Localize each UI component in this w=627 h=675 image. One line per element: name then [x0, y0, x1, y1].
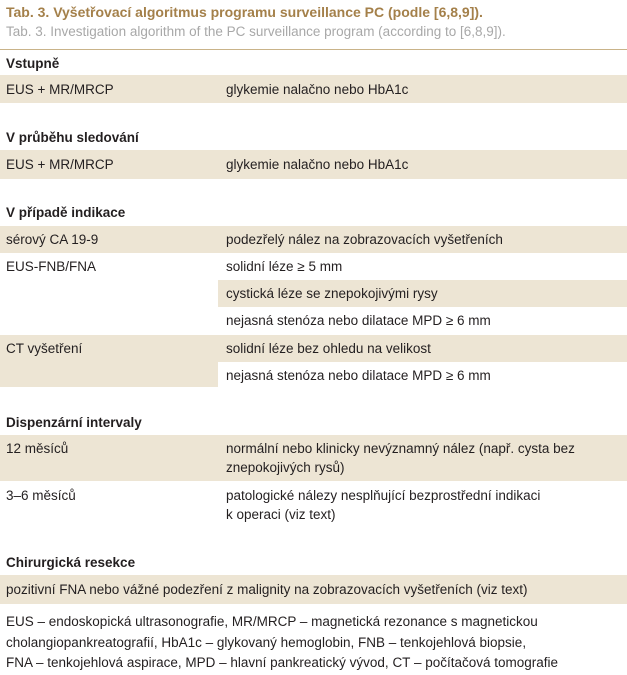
cell-intervals-1-left: 12 měsíců	[6, 441, 69, 456]
footnote-line-1: EUS – endoskopická ultrasonografie, MR/MRCP – magnetická rezonance s magnetickou	[6, 614, 538, 629]
cell-entry-left: EUS + MR/MRCP	[6, 82, 114, 97]
section-heading-indication: V případě indikace	[6, 205, 126, 220]
section-heading-surgery: Chirurgická resekce	[6, 555, 136, 570]
cell-intervals-2-left: 3–6 měsíců	[6, 488, 76, 503]
cell-indication-2-left: EUS-FNB/FNA	[6, 259, 97, 274]
cell-intervals-2-right-line1: patologické nálezy nesplňující bezprostřední indikaci	[226, 488, 541, 503]
rule-top	[0, 49, 627, 50]
cell-indication-5-right: solidní léze bez ohledu na velikost	[226, 341, 431, 356]
cell-intervals-1-right-line1: normální nebo klinicky nevýznamný nález (např. cysta bez	[226, 441, 575, 456]
cell-indication-1-right: podezřelý nález na zobrazovacích vyšetřeních	[226, 232, 503, 247]
cell-indication-3-right: cystická léze se znepokojivými rysy	[226, 286, 438, 301]
cell-surgery-text: pozitivní FNA nebo vážné podezření z malignity na zobrazovacích vyšetřeních (viz text)	[6, 582, 528, 597]
cell-intervals-2-right-line2: k operaci (viz text)	[226, 507, 336, 522]
cell-follow-up-right: glykemie nalačno nebo HbA1c	[226, 157, 409, 172]
footnote-line-2: cholangiopankreatografií, HbA1c – glykovaný hemoglobin, FNB – tenkojehlová biopsie,	[6, 634, 527, 650]
footnote-line-3: FNA – tenkojehlová aspirace, MPD – hlavní pankreatický vývod, CT – počítačová tomografie	[6, 655, 559, 670]
table-subtitle: Tab. 3. Investigation algorithm of the PC surveillance program (according to [6,8,9]).	[6, 24, 506, 39]
table-title: Tab. 3. Vyšetřovací algoritmus programu surveillance PC (podle [6,8,9]).	[6, 4, 483, 20]
section-heading-follow-up: V průběhu sledování	[6, 130, 139, 145]
table-footnote	[6, 612, 621, 674]
cell-indication-2-right: solidní léze ≥ 5 mm	[226, 259, 343, 274]
cell-intervals-1-right-line2: znepokojivých rysů)	[226, 460, 345, 475]
row-band-indication-5-left-ext	[0, 362, 218, 387]
cell-follow-up-left: EUS + MR/MRCP	[6, 157, 114, 172]
cell-entry-right: glykemie nalačno nebo HbA1c	[226, 82, 409, 97]
cell-indication-6-right: nejasná stenóza nebo dilatace MPD ≥ 6 mm	[226, 368, 491, 383]
section-heading-intervals: Dispenzární intervaly	[6, 415, 142, 430]
section-heading-entry: Vstupně	[6, 56, 60, 71]
cell-indication-5-left: CT vyšetření	[6, 341, 83, 356]
cell-indication-4-right: nejasná stenóza nebo dilatace MPD ≥ 6 mm	[226, 313, 491, 328]
cell-indication-1-left: sérový CA 19-9	[6, 232, 99, 247]
